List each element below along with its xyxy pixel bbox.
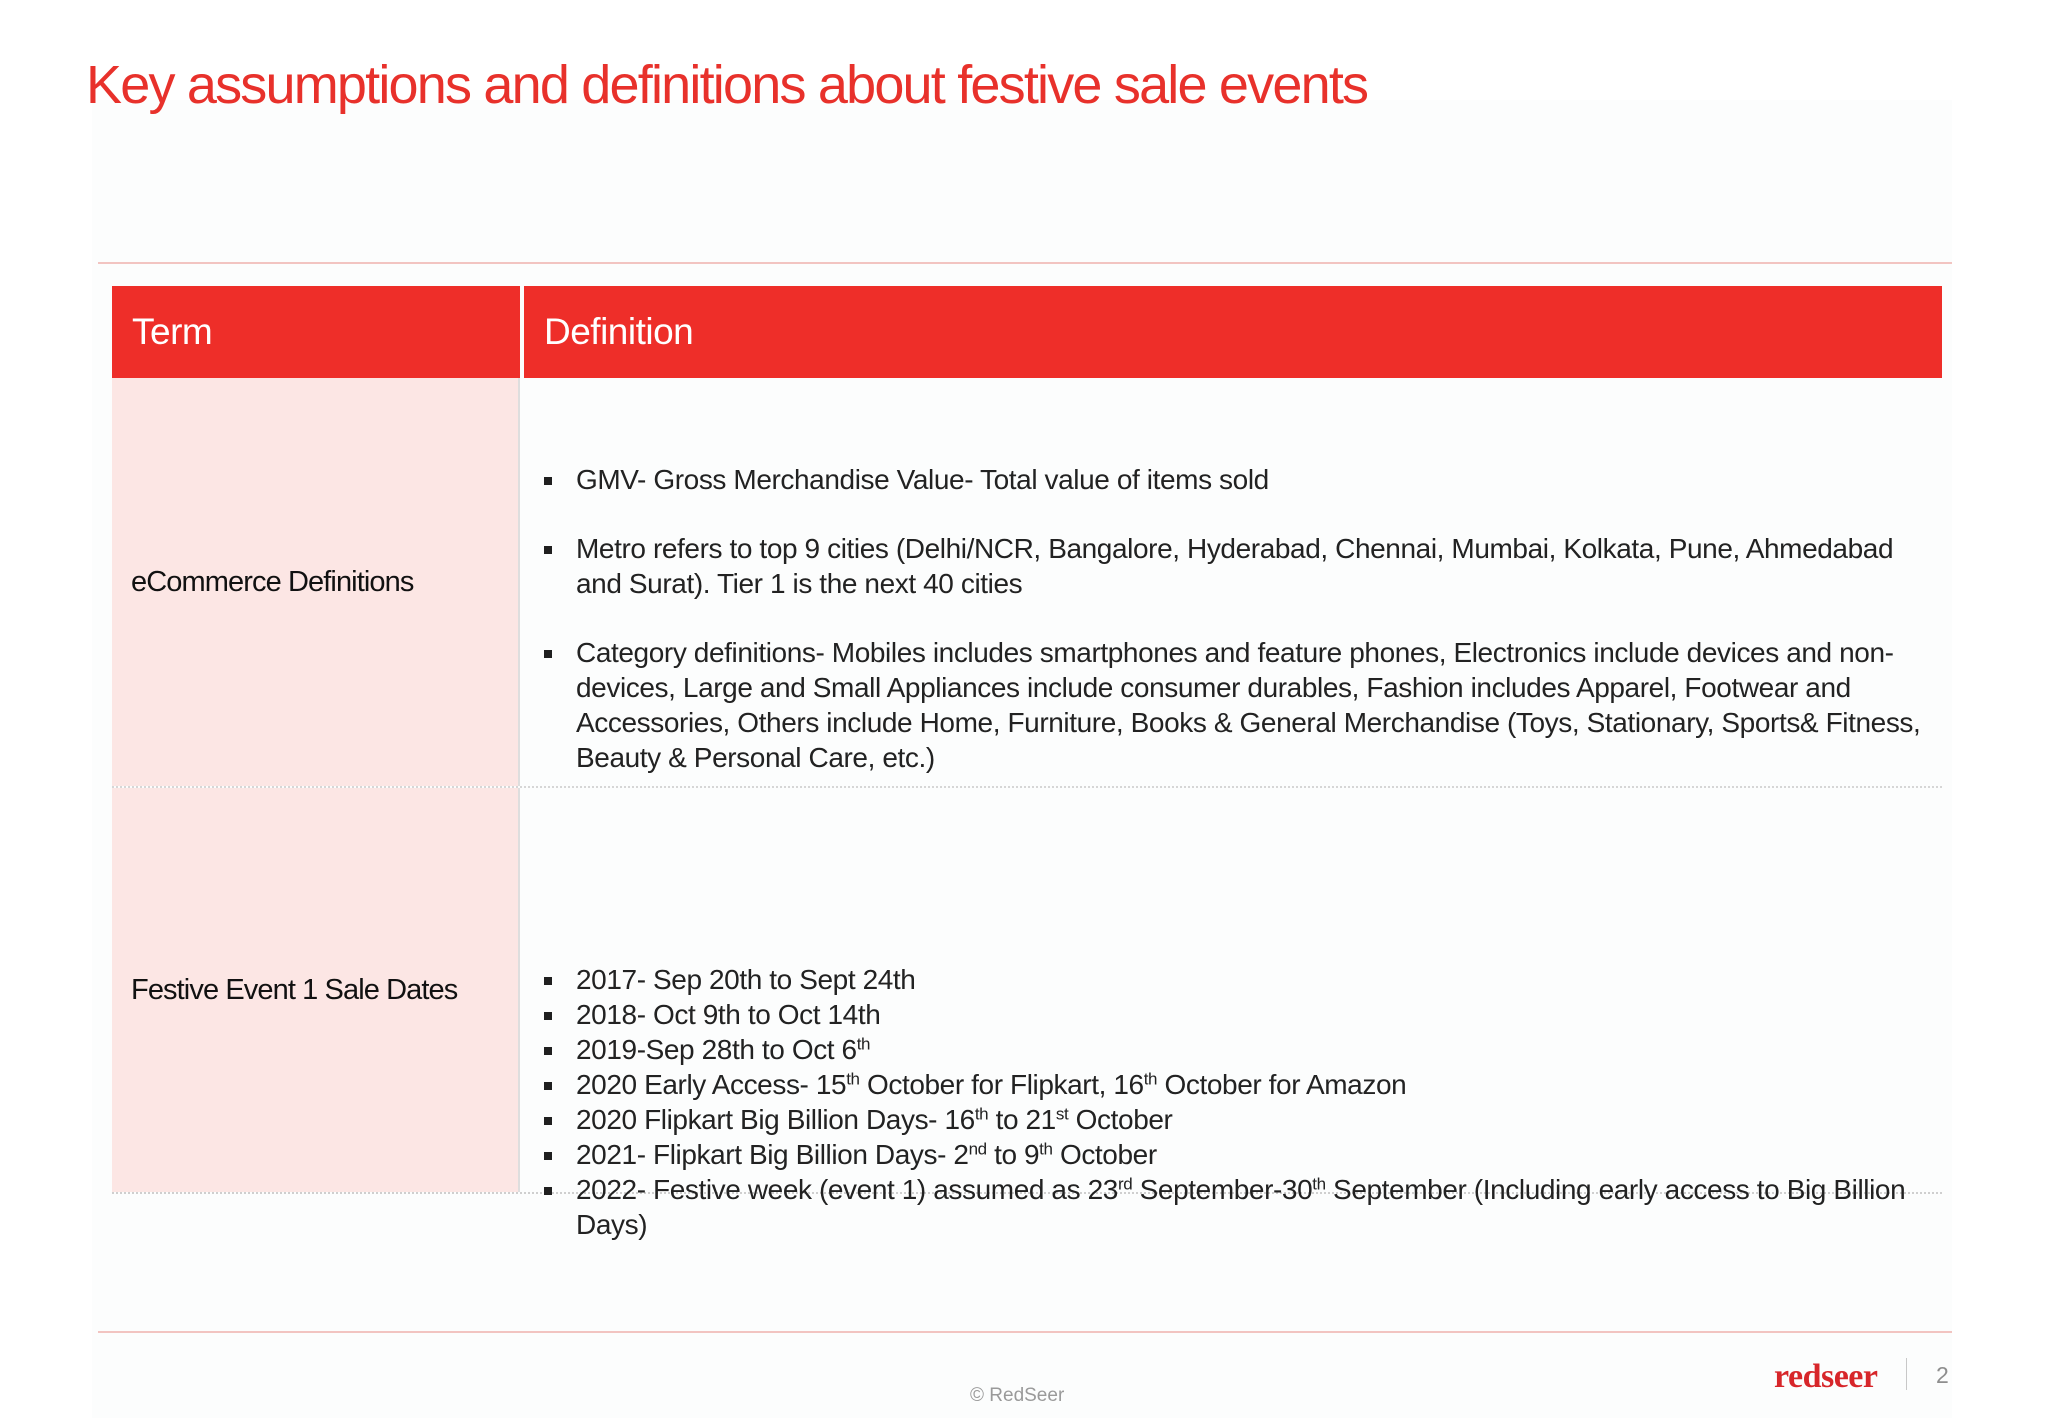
definitions-table (112, 286, 1942, 1306)
ordinal-suffix: nd (968, 1139, 987, 1159)
list-text: October for Amazon (1157, 1069, 1407, 1100)
ordinal-suffix: th (1312, 1174, 1326, 1194)
footer-divider (1906, 1358, 1907, 1390)
ordinal-suffix: st (1055, 1104, 1069, 1124)
list-text: October (1052, 1139, 1157, 1170)
definition-cell-ecommerce (542, 462, 1932, 809)
ordinal-suffix: rd (1117, 1174, 1133, 1194)
list-item: Category definitions- Mobiles includes smartphones and feature phones, Electronics include devices and non-devices, Large and Small Appliances include consumer durables, Fashion includes Apparel, Footwear and Accessories, Others include Home, Furniture, Books & General Merchandise (Toys, Stationary, Sports& Fitness, Beauty & Personal Care, etc.) (542, 635, 1932, 775)
bottom-divider (98, 1331, 1952, 1333)
list-text: 2021- Flipkart Big Billion Days- 2 (576, 1139, 969, 1170)
top-divider (98, 262, 1952, 264)
definition-list (542, 462, 1932, 775)
ordinal-suffix: th (1039, 1139, 1053, 1159)
list-text: 2019-Sep 28th to Oct 6 (576, 1034, 857, 1065)
list-item (542, 1067, 1932, 1102)
list-text: 2020 Flipkart Big Billion Days- 16 (576, 1104, 975, 1135)
list-text: 2022- Festive week (event 1) assumed as 23 (576, 1174, 1118, 1205)
term-label: Festive Event 1 Sale Dates (131, 973, 458, 1006)
list-item (542, 1137, 1932, 1172)
ordinal-suffix: th (1143, 1069, 1158, 1089)
list-item (542, 1172, 1932, 1242)
ordinal-suffix: th (974, 1104, 989, 1124)
list-text: 2020 Early Access- 15 (576, 1069, 847, 1100)
header-term: Term (112, 286, 520, 378)
header-definition: Definition (524, 286, 1942, 378)
list-item (542, 1032, 1932, 1067)
list-text: October for Flipkart, 16 (859, 1069, 1144, 1100)
ordinal-suffix: th (856, 1034, 871, 1054)
redseer-logo: redseer (1774, 1358, 1878, 1395)
list-item: Metro refers to top 9 cities (Delhi/NCR, Bangalore, Hyderabad, Chennai, Mumbai, Kolkata, Pune, Ahmedabad and Surat). Tier 1 is the next 40 cities (542, 531, 1932, 601)
term-cell-festive-dates (112, 788, 520, 1192)
slide-title: Key assumptions and definitions about festive sale events (86, 55, 1368, 115)
list-item (542, 997, 1932, 1032)
page-number: 2 (1936, 1362, 1949, 1388)
list-text: to 21 (988, 1104, 1056, 1135)
list-text: to 9 (986, 1139, 1040, 1170)
list-item: GMV- Gross Merchandise Value- Total value of items sold (542, 462, 1932, 497)
list-item (542, 1102, 1932, 1137)
list-item (542, 962, 1932, 997)
ordinal-suffix: th (846, 1069, 860, 1089)
list-text: September-30 (1132, 1174, 1313, 1205)
list-text: September (Including early access to Big Billion Days) (576, 1174, 1906, 1240)
copyright-text: © RedSeer (970, 1385, 1065, 1406)
list-text: 2017- Sep 20th to Sept 24th (576, 964, 916, 995)
term-cell-ecommerce (112, 378, 520, 786)
term-label: eCommerce Definitions (131, 565, 414, 598)
list-text: October (1068, 1104, 1173, 1135)
sale-dates-list (542, 962, 1932, 1242)
list-text: 2018- Oct 9th to Oct 14th (576, 999, 881, 1030)
definition-cell-festive-dates (542, 962, 1932, 1242)
